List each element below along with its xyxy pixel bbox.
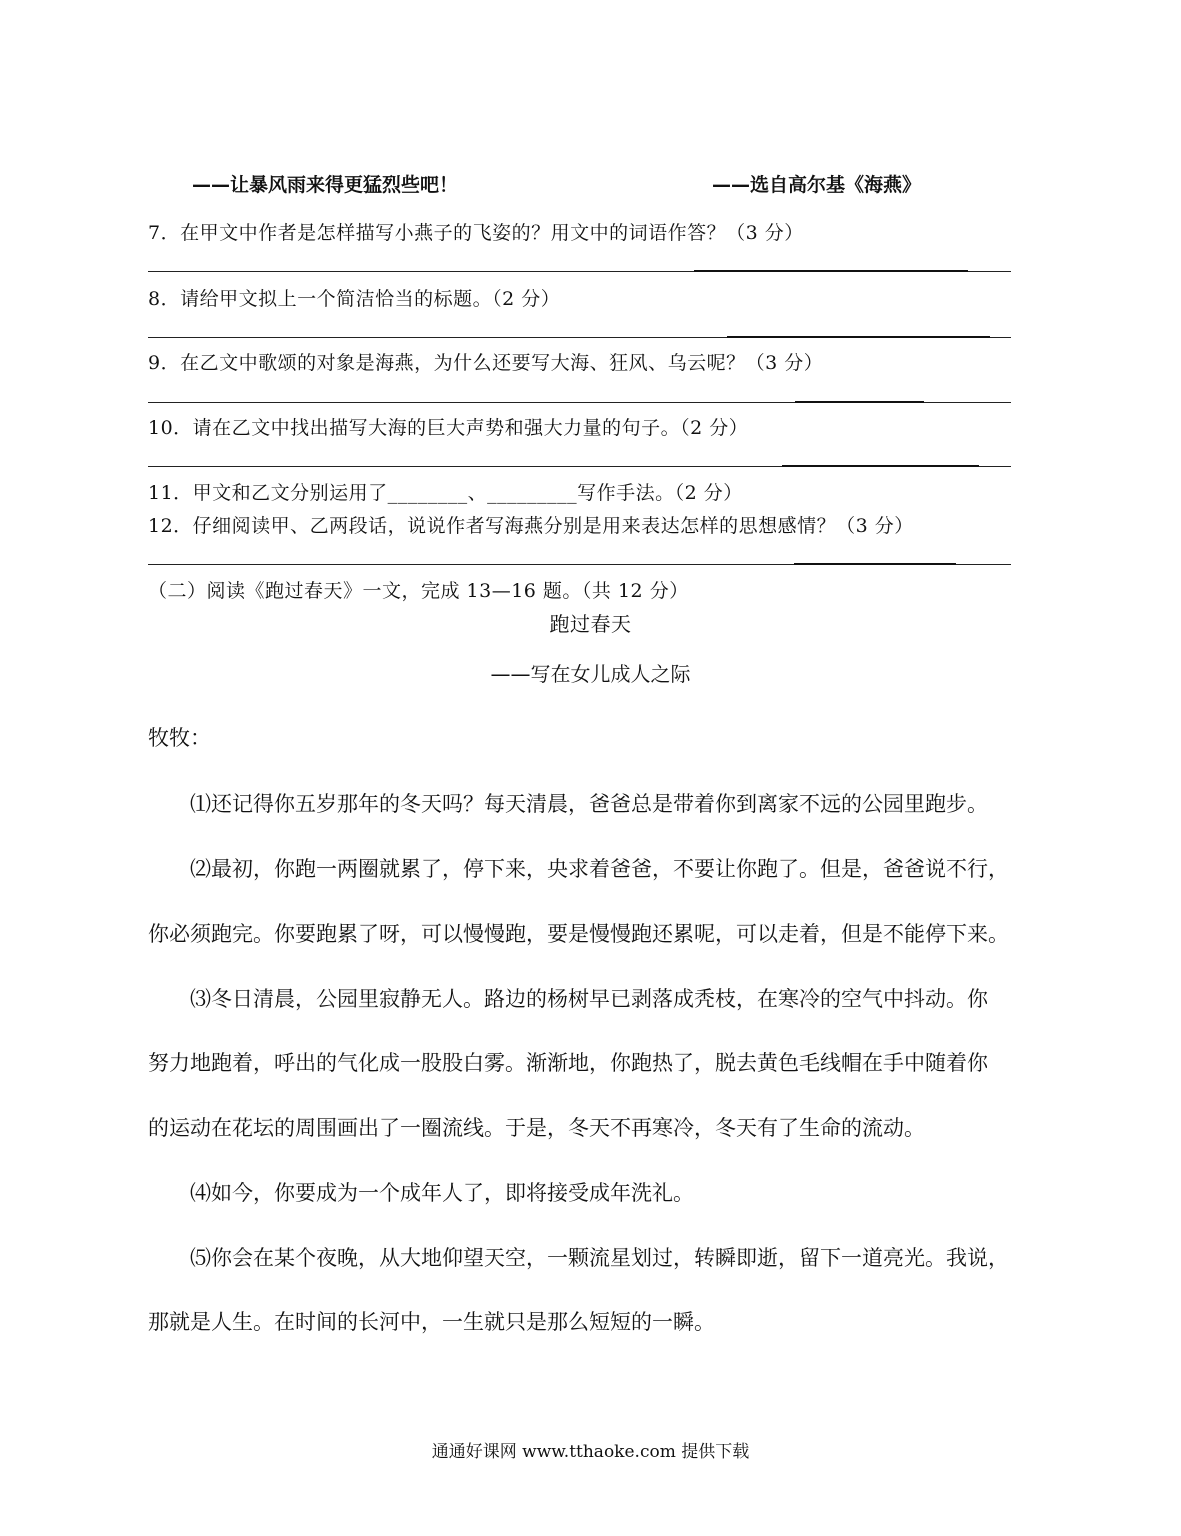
answer-line-10-overlay: [782, 465, 979, 467]
article-salutation: 牧牧：: [148, 726, 211, 750]
quote-text: ——让暴风雨来得更猛烈些吧！: [192, 174, 459, 196]
answer-line-7-overlay: [694, 270, 968, 272]
article-title: 跑过春天: [549, 612, 632, 636]
question-7: 7．在甲文中作者是怎样描写小燕子的飞姿的？用文中的词语作答？（3 分）: [148, 222, 804, 244]
question-8: 8．请给甲文拟上一个简洁恰当的标题。（2 分）: [148, 288, 561, 310]
section-heading: （二）阅读《跑过春天》一文，完成 13—16 题。（共 12 分）: [148, 580, 689, 602]
article-line-3: 你必须跑完。你要跑累了呀，可以慢慢跑，要是慢慢跑还累呢，可以走着，但是不能停下来。: [148, 922, 1009, 946]
article-line-2: ⑵最初，你跑一两圈就累了，停下来，央求着爸爸，不要让你跑了。但是，爸爸说不行，: [190, 857, 1009, 881]
question-12: 12．仔细阅读甲、乙两段话，说说作者写海燕分别是用来表达怎样的思想感情？（3 分）: [148, 515, 914, 537]
article-line-4: ⑶冬日清晨，公园里寂静无人。路边的杨树早已剥落成秃枝，在寒冷的空气中抖动。你: [190, 987, 988, 1011]
article-subtitle: ——写在女儿成人之际: [490, 662, 691, 686]
article-line-9: 那就是人生。在时间的长河中，一生就只是那么短短的一瞬。: [148, 1310, 715, 1334]
question-10: 10．请在乙文中找出描写大海的巨大声势和强大力量的句子。（2 分）: [148, 417, 749, 439]
article-line-5: 努力地跑着，呼出的气化成一股股白雾。渐渐地，你跑热了，脱去黄色毛线帽在手中随着你: [148, 1051, 988, 1075]
article-line-1: ⑴还记得你五岁那年的冬天吗？每天清晨，爸爸总是带着你到离家不远的公园里跑步。: [190, 792, 988, 816]
article-line-8: ⑸你会在某个夜晚，从大地仰望天空，一颗流星划过，转瞬即逝，留下一道亮光。我说，: [190, 1246, 1009, 1270]
question-9: 9．在乙文中歌颂的对象是海燕，为什么还要写大海、狂风、乌云呢？（3 分）: [148, 352, 824, 374]
footer-credit: 通通好课网 www.tthaoke.com 提供下载: [431, 1442, 750, 1462]
quote-source: ——选自高尔基《海燕》: [712, 174, 922, 196]
article-line-6: 的运动在花坛的周围画出了一圈流线。于是，冬天不再寒冷，冬天有了生命的流动。: [148, 1116, 925, 1140]
article-line-7: ⑷如今，你要成为一个成年人了，即将接受成年洗礼。: [190, 1181, 694, 1205]
answer-line-9-overlay: [795, 401, 924, 403]
answer-line-12-overlay: [794, 563, 956, 565]
question-11: 11．甲文和乙文分别运用了________、_________写作手法。（2 分）: [148, 482, 743, 504]
answer-line-8-overlay: [727, 336, 990, 338]
